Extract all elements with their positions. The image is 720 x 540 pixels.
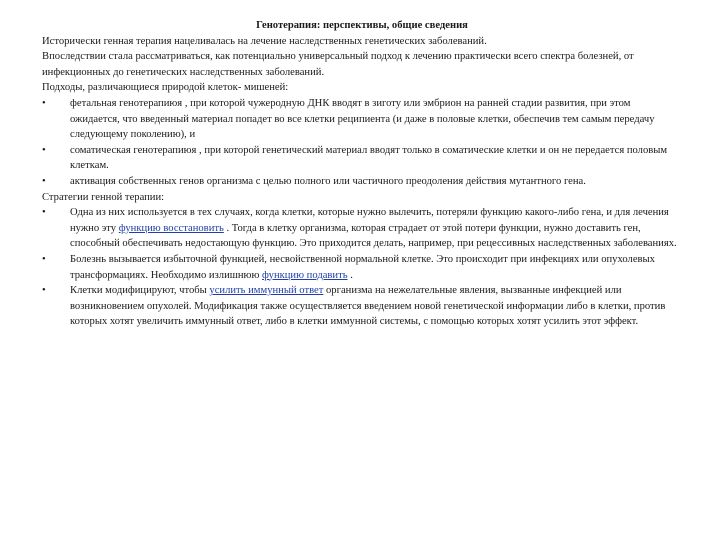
approaches-list [42,96,682,190]
list-item-text [70,205,682,252]
bullet-icon: • [42,144,46,156]
list-item-text: соматическая генотерапиюя , при которой генетический материал вводят только в соматические клетки и он не передается половым клеткам. [70,144,668,172]
page-title: Генотерапия: перспективы, общие сведения [256,20,468,31]
document-page [42,18,682,330]
list-item [42,252,682,283]
list-item [42,205,682,252]
link-enhance-immune-response[interactable]: усилить иммунный ответ [209,285,324,297]
list-item [42,143,682,174]
bullet-icon: • [42,97,46,109]
list-item [42,283,682,330]
bullet-icon: • [42,285,46,297]
link-restore-function[interactable]: функцию восстановить [118,222,224,234]
list-item-text: фетальная генотерапиюя , при которой чужеродную ДНК вводят в зиготу или эмбрион на ранней стадии развития, при этом ожидается, что введенный материал попадет во все клетки реципиента (и даже в половые клетки, обеспечив тем самым передачу следующему поколению), и [70,97,655,141]
text-segment: . [347,269,353,281]
intro-paragraph-1: Исторически генная терапия нацеливалась на лечение наследственных генетических заболеваний. [42,35,487,47]
strategies-list [42,205,682,330]
bullet-icon: • [42,207,46,219]
link-suppress-function[interactable]: функцию подавить [262,269,348,281]
list-item-text: активация собственных генов организма с целью полного или частичного преодоления действия мутантного гена. [70,175,586,187]
bullet-icon: • [42,175,46,187]
list-item [42,96,682,143]
text-segment: Одна из них используется в тех случаях, когда клетки, которые нужно вылечить, потеряли функцию какого-либо гена, и для лечения нужно эту [70,207,669,234]
list-item [42,174,682,190]
approaches-heading: Подходы, различающиеся природой клеток- мишеней: [42,82,289,94]
strategies-heading: Стратегии генной терапии: [42,191,165,203]
text-segment: Клетки модифицируют, чтобы [70,285,210,297]
list-item-text [70,283,682,330]
intro-paragraph-2: Впоследствии стала рассматриваться, как потенциально универсальный подход к лечению практически всего спектра болезней, от инфекционных до генетических наследственных заболеваний. [42,51,634,78]
list-item-text [70,252,682,283]
text-segment: . Тогда в клетку организма, которая страдает от этой потери функции, нужно доставить ген, способный обеспечивать недостающую функцию. Это приходится делать, например, при рецессивных наследственных заболеваниях. [70,222,677,250]
text-segment: Болезнь вызывается избыточной функцией, несвойственной нормальной клетке. Это происходит при инфекциях или опухолевых трансформациях. Необходимо излишнюю [70,253,655,281]
bullet-icon: • [42,253,46,265]
text-segment: организма на нежелательные явления, вызванные инфекцией или возникновением опухолей. Модификация также осуществляется введением новой генетической информации либо в клетки, против которых хотят увеличить иммунный ответ, либо в клетки иммунной системы, с помощью которых хотят усилить этот эффект. [70,285,666,328]
